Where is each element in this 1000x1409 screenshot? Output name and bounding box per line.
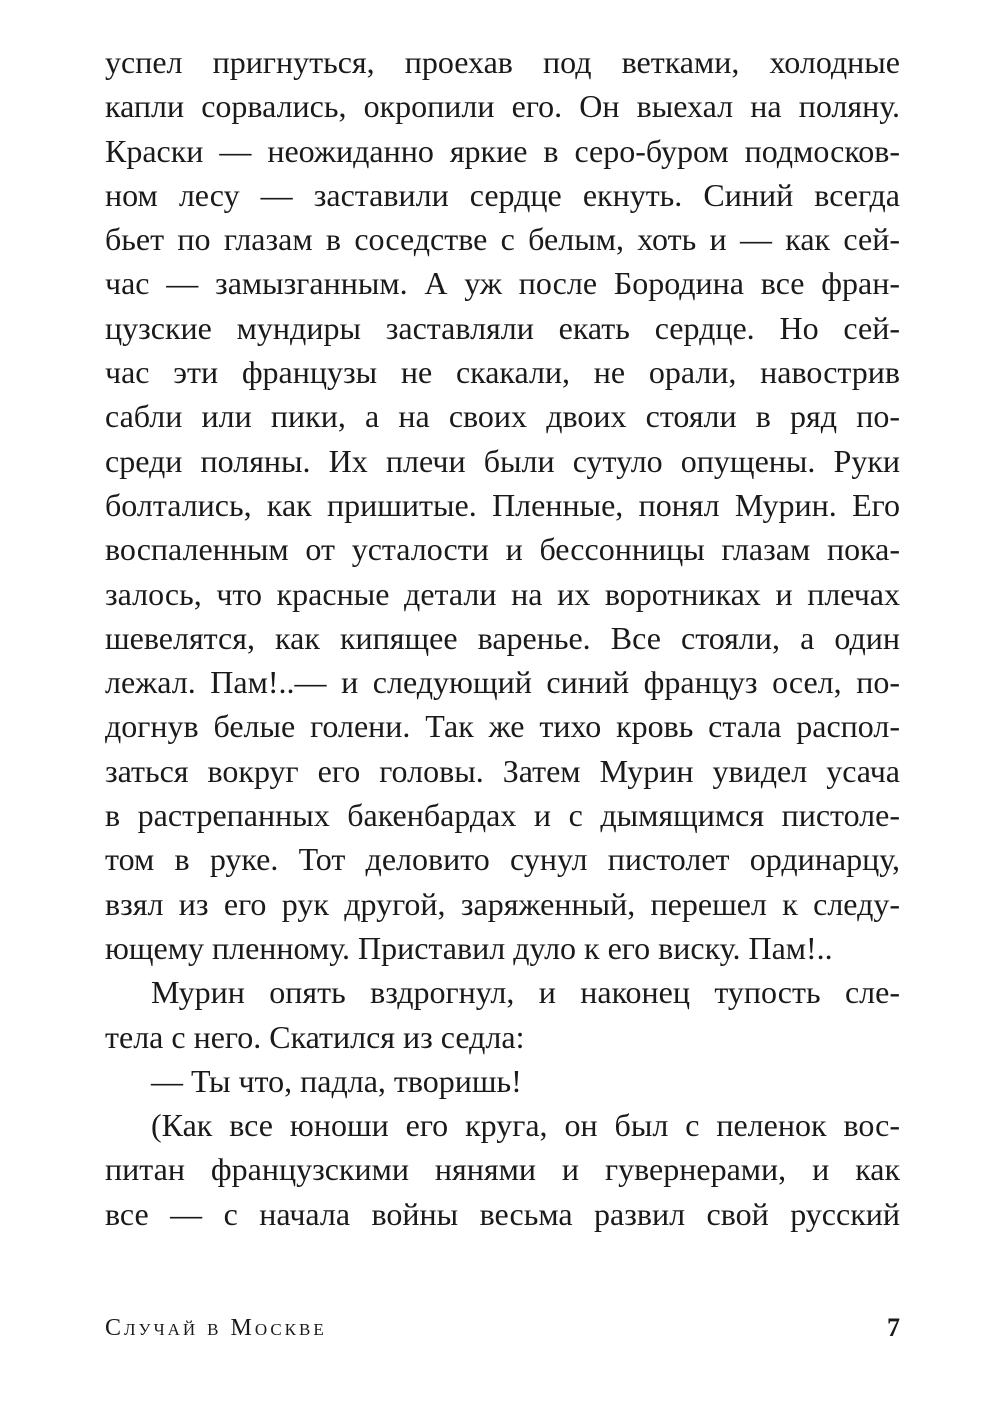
text-line: шевелятся, как кипящее варенье. Все стояли, а один <box>105 619 900 656</box>
text-line: тела с него. Скатился из седла: <box>105 1018 525 1055</box>
text-line: воспаленным от усталости и бессонницы глазам пока- <box>105 531 900 568</box>
text-line: успел пригнуться, проехав под ветками, холодные <box>105 44 900 80</box>
text-line: в растрепанных бакенбардах и с дымящимся пистоле- <box>105 797 900 834</box>
dialogue-line: — Ты что, падла, творишь! <box>151 1062 522 1099</box>
text-line: заться вокруг его головы. Затем Мурин увидел усача <box>105 752 900 789</box>
text-line: ющему пленному. Приставил дуло к его виску. Пам!.. <box>105 929 833 966</box>
text-line: Краски — неожиданно яркие в серо-буром подмосков- <box>105 132 900 169</box>
text-line: час — замызганным. А уж после Бородина все фран- <box>105 265 900 302</box>
text-line: залось, что красные детали на их воротниках и плечах <box>105 575 900 612</box>
text-line: сабли или пики, а на своих двоих стояли в ряд по- <box>105 398 900 435</box>
text-line: цузские мундиры заставляли екать сердце. Но сей- <box>105 309 900 346</box>
body-text <box>105 40 900 1236</box>
text-line: (Как все юноши его круга, он был с пеленок вос- <box>151 1107 900 1144</box>
text-line: ном лесу — заставили сердце екнуть. Синий всегда <box>105 176 900 213</box>
text-line: Мурин опять вздрогнул, и наконец тупость сле- <box>151 974 900 1011</box>
text-line: все — с начала войны весьма развил свой русский <box>105 1195 900 1232</box>
text-line: том в руке. Тот деловито сунул пистолет ординарцу, <box>105 841 900 878</box>
text-line: капли сорвались, окропили его. Он выехал на поляну. <box>105 88 900 125</box>
text-line: догнув белые голени. Так же тихо кровь стала распол- <box>105 708 900 745</box>
text-line: лежал. Пам!..— и следующий синий француз осел, по- <box>105 664 900 701</box>
text-line: взял из его рук другой, заряженный, перешел к следу- <box>105 885 900 922</box>
page-number: 7 <box>887 1313 900 1342</box>
page-footer <box>105 1308 900 1348</box>
text-line: час эти французы не скакали, не орали, навострив <box>105 354 900 391</box>
text-line: болтались, как пришитые. Пленные, понял Мурин. Его <box>105 486 900 523</box>
text-line: питан французскими нянями и гувернерами, и как <box>105 1151 900 1188</box>
running-title: Случай в Москве <box>105 1315 327 1341</box>
text-line: бьет по глазам в соседстве с белым, хоть и — как сей- <box>105 221 900 258</box>
text-line: среди поляны. Их плечи были сутуло опущены. Руки <box>105 442 900 479</box>
